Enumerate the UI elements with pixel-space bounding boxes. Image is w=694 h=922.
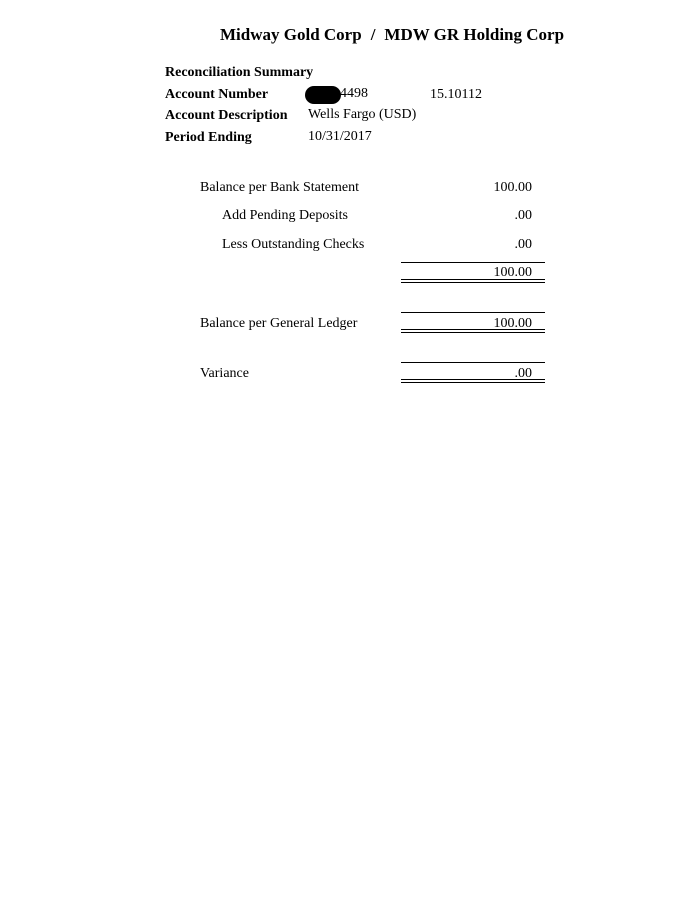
variance-rule-top bbox=[401, 362, 545, 363]
redaction-mark bbox=[305, 86, 341, 104]
subtotal-rule bbox=[401, 262, 545, 263]
gl-balance-label: Balance per General Ledger bbox=[200, 316, 358, 331]
variance-rule-double-1 bbox=[401, 379, 545, 380]
account-description-label: Account Description bbox=[165, 108, 288, 123]
outstanding-checks-label: Less Outstanding Checks bbox=[222, 237, 365, 252]
pending-deposits-value: .00 bbox=[514, 208, 532, 223]
gl-rule-double-1 bbox=[401, 329, 545, 330]
adjusted-bank-balance-value: 100.00 bbox=[493, 265, 532, 280]
title-separator: / bbox=[370, 25, 376, 44]
account-number-value: 4498 bbox=[340, 86, 368, 101]
gl-balance-value: 100.00 bbox=[493, 316, 532, 331]
report-title bbox=[220, 25, 564, 45]
variance-label: Variance bbox=[200, 366, 249, 381]
variance-rule-double-2 bbox=[401, 382, 545, 383]
bank-balance-value: 100.00 bbox=[493, 180, 532, 195]
period-ending-label: Period Ending bbox=[165, 130, 252, 145]
variance-value: .00 bbox=[514, 366, 532, 381]
total-rule-bottom bbox=[401, 282, 545, 283]
pending-deposits-label: Add Pending Deposits bbox=[222, 208, 348, 223]
gl-rule-top bbox=[401, 312, 545, 313]
reconciliation-summary-heading: Reconciliation Summary bbox=[165, 65, 314, 80]
company-name: Midway Gold Corp bbox=[220, 25, 362, 44]
account-description-value: Wells Fargo (USD) bbox=[308, 107, 417, 122]
gl-account-number: 15.10112 bbox=[430, 87, 482, 102]
gl-rule-double-2 bbox=[401, 332, 545, 333]
period-ending-value: 10/31/2017 bbox=[308, 129, 372, 144]
subsidiary-name: MDW GR Holding Corp bbox=[384, 25, 565, 44]
account-number-label: Account Number bbox=[165, 87, 269, 102]
outstanding-checks-value: .00 bbox=[514, 237, 532, 252]
bank-balance-label: Balance per Bank Statement bbox=[200, 180, 359, 195]
total-rule-top bbox=[401, 279, 545, 280]
